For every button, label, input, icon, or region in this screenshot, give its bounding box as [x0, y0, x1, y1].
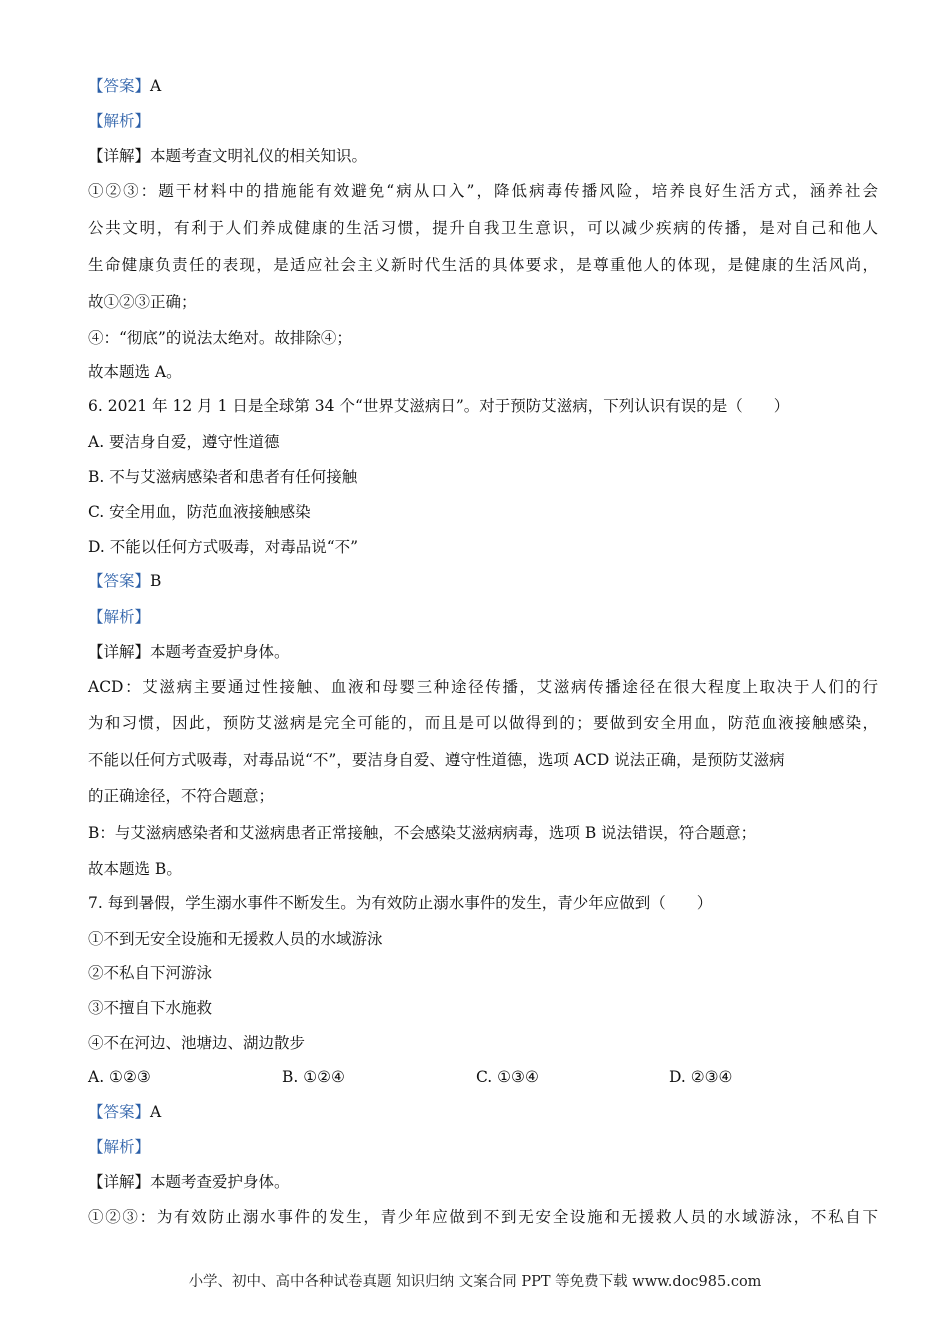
- q6-explanation-line: 故本题选 B。: [88, 860, 182, 878]
- q6-option: D. 不能以任何方式吸毒，对毒品说“不”: [88, 538, 359, 556]
- answer-label: 【答案】: [88, 572, 151, 590]
- page-footer: 小学、初中、高中各种试卷真题 知识归纳 文案合同 PPT 等免费下载 www.doc985.com: [188, 1274, 762, 1290]
- q7-analysis-line: [88, 1137, 878, 1157]
- q6-detail-text: 本题考查爱护身体。: [150, 643, 290, 661]
- q7-answer-line: [88, 1102, 878, 1122]
- q6-option: C. 安全用血，防范血液接触感染: [88, 503, 311, 521]
- q5-answer-line: [88, 76, 878, 96]
- q6-option: B. 不与艾滋病感染者和患者有任何接触: [88, 468, 358, 486]
- detail-label: 【详解】: [88, 643, 151, 661]
- q5-answer-value: A: [150, 77, 162, 95]
- q7-statement: ④不在河边、池塘边、湖边散步: [88, 1034, 306, 1052]
- q5-explanation-line: 故①②③正确；: [88, 293, 197, 311]
- q6-answer-line: [88, 571, 878, 591]
- q6-explanation-line: 为和习惯，因此，预防艾滋病是完全可能的，而且是可以做得到的；要做到安全用血，防范血液接触感染，: [88, 714, 878, 732]
- q7-option: C. ①③④: [476, 1068, 539, 1086]
- q5-explanation-line: 生命健康负责任的表现，是适应社会主义新时代生活的具体要求，是尊重他人的体现，是健康的生活风尚，: [88, 256, 878, 274]
- q7-detail-line: [88, 1172, 878, 1192]
- q5-explanation-line: ④：“彻底”的说法太绝对。故排除④；: [88, 329, 352, 347]
- q7-option: D. ②③④: [669, 1068, 733, 1086]
- detail-label: 【详解】: [88, 1173, 151, 1191]
- q6-detail-line: [88, 642, 878, 662]
- q6-explanation-line: 不能以任何方式吸毒，对毒品说“不”，要洁身自爱、遵守性道德，选项 ACD 说法正确，是预防艾滋病: [88, 751, 785, 769]
- q5-explanation-line: 故本题选 A。: [88, 363, 182, 381]
- q5-detail-line: [88, 146, 878, 166]
- analysis-label: 【解析】: [88, 112, 151, 130]
- q6-explanation-line: B：与艾滋病感染者和艾滋病患者正常接触，不会感染艾滋病病毒，选项 B 说法错误，符合题意；: [88, 824, 757, 842]
- q6-analysis-line: [88, 607, 878, 627]
- q7-detail-text: 本题考查爱护身体。: [150, 1173, 290, 1191]
- q5-analysis-line: [88, 111, 878, 131]
- q6-question: 6. 2021 年 12 月 1 日是全球第 34 个“世界艾滋病日”。对于预防艾滋病，下列认识有误的是（ ）: [88, 397, 790, 415]
- q7-option: A. ①②③: [88, 1068, 151, 1086]
- q7-statement: ①不到无安全设施和无援救人员的水域游泳: [88, 930, 383, 948]
- q5-explanation-line: ①②③：题干材料中的措施能有效避免“病从口入”，降低病毒传播风险，培养良好生活方式，涵养社会: [88, 182, 878, 200]
- q6-answer-value: B: [150, 572, 162, 590]
- answer-label: 【答案】: [88, 1103, 151, 1121]
- q7-statement: ②不私自下河游泳: [88, 964, 213, 982]
- q5-explanation-line: 公共文明，有利于人们养成健康的生活习惯，提升自我卫生意识，可以减少疾病的传播，是对自己和他人: [88, 219, 878, 237]
- q7-explanation-line: ①②③：为有效防止溺水事件的发生，青少年应做到不到无安全设施和无援救人员的水域游泳，不私自下: [88, 1208, 878, 1226]
- q7-option: B. ①②④: [282, 1068, 345, 1086]
- q6-explanation-line: ACD：艾滋病主要通过性接触、血液和母婴三种途径传播，艾滋病传播途径在很大程度上取决于人们的行: [88, 678, 878, 696]
- q6-explanation-line: 的正确途径，不符合题意；: [88, 787, 275, 805]
- analysis-label: 【解析】: [88, 608, 151, 626]
- q7-statement: ③不擅自下水施救: [88, 999, 213, 1017]
- q5-detail-text: 本题考查文明礼仪的相关知识。: [150, 147, 368, 165]
- analysis-label: 【解析】: [88, 1138, 151, 1156]
- q7-question: 7. 每到暑假，学生溺水事件不断发生。为有效防止溺水事件的发生，青少年应做到（ ）: [88, 894, 713, 912]
- q6-option: A. 要洁身自爱，遵守性道德: [88, 433, 280, 451]
- detail-label: 【详解】: [88, 147, 151, 165]
- answer-label: 【答案】: [88, 77, 151, 95]
- q7-answer-value: A: [150, 1103, 162, 1121]
